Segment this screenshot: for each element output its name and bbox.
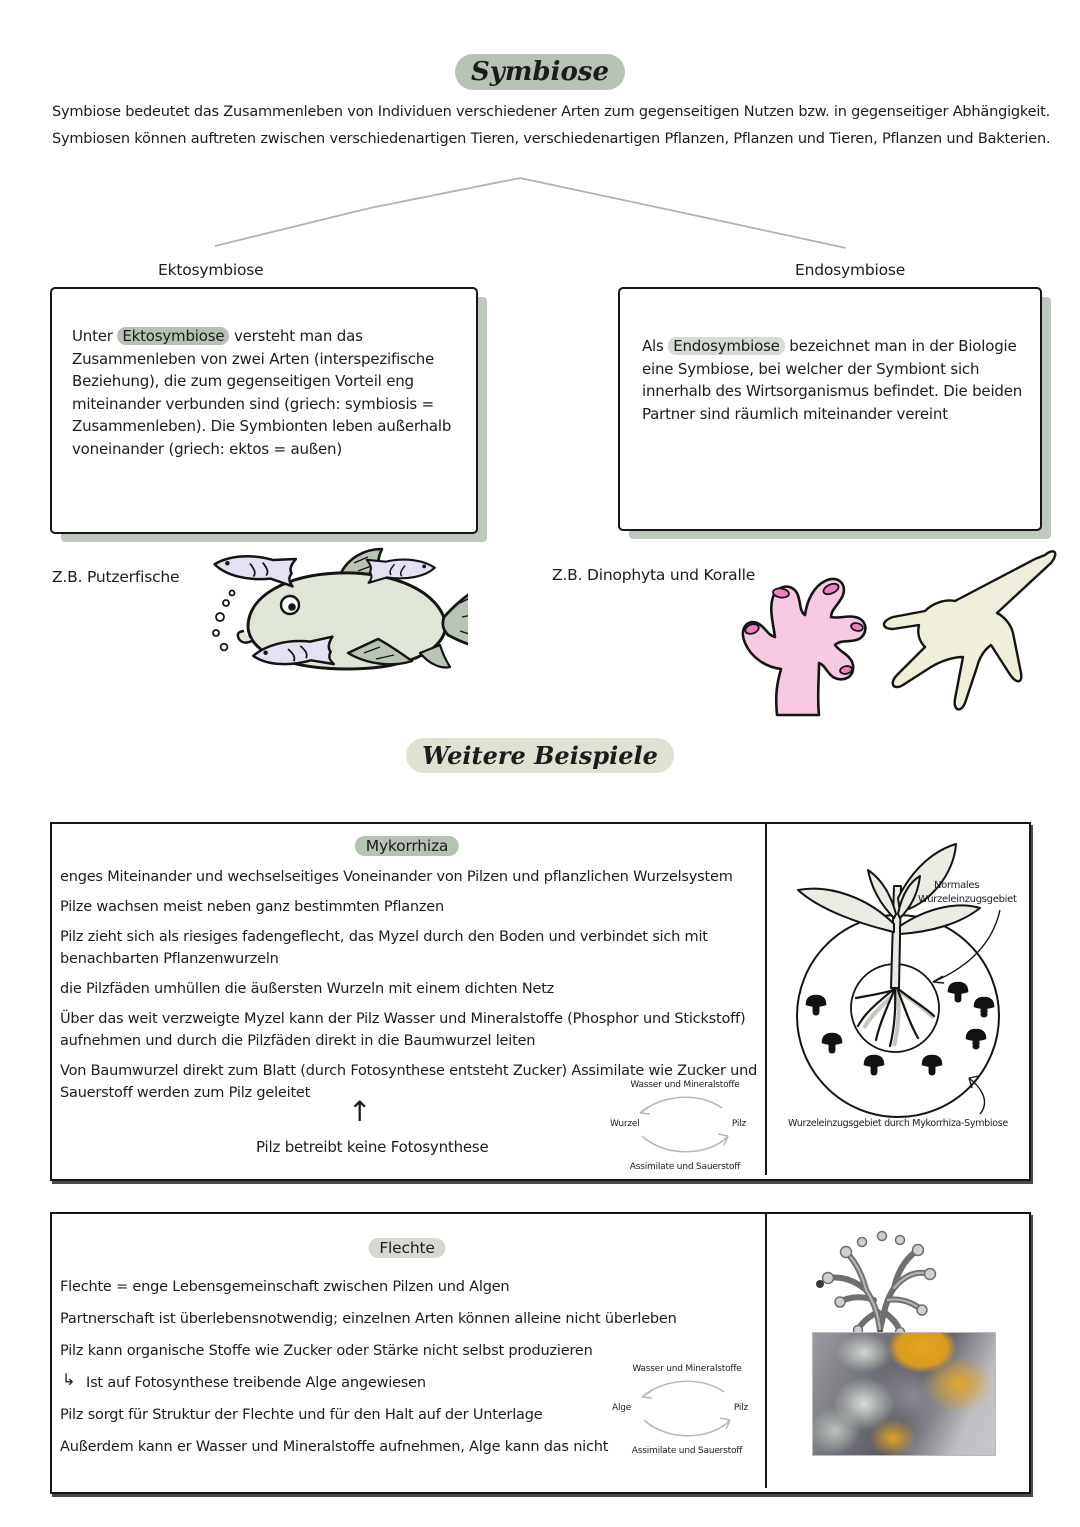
diagram-label-mykorrhiza-zone: Wurzeleinzugsgebiet durch Mykorrhiza-Symbiose xyxy=(788,1118,1008,1129)
cleaner-fish-top-left xyxy=(213,549,296,586)
mykorrhiza-point: Pilz zieht sich als riesiges fadengeflecht, das Myzel durch den Boden und verbindet sich mit benachbarten Pflanzenwurzeln xyxy=(60,929,708,967)
page-title: Symbiose xyxy=(455,54,625,90)
lichen-illustration xyxy=(790,1222,970,1337)
cleaner-fish-illustration xyxy=(198,545,468,695)
cycle-label-top: Wasser und Mineralstoffe xyxy=(630,1080,740,1090)
coral-illustration xyxy=(743,579,865,715)
definition-prefix: Unter xyxy=(72,327,118,345)
examples-heading: Weitere Beispiele xyxy=(406,738,674,773)
hook-arrow: ↳ xyxy=(62,1370,76,1389)
nutrient-cycle-mykorrhiza xyxy=(610,1080,760,1172)
lichen-photo xyxy=(812,1332,996,1456)
up-arrow: ↑ xyxy=(348,1095,372,1128)
ektosymbiose-term-highlight: Ektosymbiose xyxy=(117,327,229,345)
flechte-title: Flechte xyxy=(368,1238,445,1258)
endosymbiose-term-highlight: Endosymbiose xyxy=(668,337,785,355)
diagram-label-normal-1: Normales xyxy=(934,880,980,891)
intro-paragraph xyxy=(52,101,1054,150)
coral-dinophyta-illustration xyxy=(725,545,1065,725)
mykorrhiza-point: enges Miteinander und wechselseitiges Voneinander von Pilzen und pflanzlichen Wurzelsystem xyxy=(60,869,733,885)
definition-suffix: bezeichnet man in der Biologie eine Symbiose, bei welcher der Symbiont sich innerhalb des Wirtsorganismus befindet. Die beiden Partner sind räumlich miteinander vereint xyxy=(642,337,1023,423)
lichen-dark-spot xyxy=(816,1280,824,1288)
definition-suffix: versteht man das Zusammenleben von zwei Arten (interspezifische Beziehung), die zum gegenseitigen Vorteil eng miteinander verbunden sind (griech: symbiosis = Zusammenleben). Die Symbionten leben außerhalb voneinander (griech: ektos = außen) xyxy=(72,327,452,458)
flechte-point: Außerdem kann er Wasser und Mineralstoffe aufnehmen, Alge kann das nicht xyxy=(60,1439,609,1455)
mykorrhiza-box-divider xyxy=(765,824,767,1175)
mykorrhiza-note: Pilz betreibt keine Fotosynthese xyxy=(256,1138,489,1156)
cycle-label-top: Wasser und Mineralstoffe xyxy=(632,1364,742,1374)
cycle-label-bottom: Assimilate und Sauerstoff xyxy=(629,1162,741,1172)
mykorrhiza-point: die Pilzfäden umhüllen die äußersten Wurzeln mit einem dichten Netz xyxy=(60,981,555,997)
root-zone-diagram xyxy=(768,826,1028,1176)
tail-fin xyxy=(443,583,468,653)
cycle-label-left: Alge xyxy=(612,1403,632,1413)
branch-label-endosymbiose: Endosymbiose xyxy=(795,261,906,279)
flechte-point: Pilz kann organische Stoffe wie Zucker oder Stärke nicht selbst produzieren xyxy=(60,1343,593,1359)
branch-label-ektosymbiose: Ektosymbiose xyxy=(158,261,264,279)
dinophyta-illustration xyxy=(884,551,1055,709)
cycle-label-right: Pilz xyxy=(731,1119,746,1129)
cycle-label-left: Wurzel xyxy=(610,1119,640,1129)
intro-line-1: Symbiose bedeutet das Zusammenleben von Individuen verschiedener Arten zum gegenseitigen Nutzen bzw. in gegenseitiger Abhängigkeit. xyxy=(52,104,1051,120)
mykorrhiza-title: Mykorrhiza xyxy=(355,836,459,856)
flechte-point: Flechte = enge Lebensgemeinschaft zwischen Pilzen und Algen xyxy=(60,1279,510,1295)
flechte-point: Partnerschaft ist überlebensnotwendig; einzelnen Arten können alleine nicht überleben xyxy=(60,1311,677,1327)
example-label-putzerfische: Z.B. Putzerfische xyxy=(52,568,180,586)
mykorrhiza-points xyxy=(60,866,760,1112)
cycle-label-bottom: Assimilate und Sauerstoff xyxy=(631,1446,743,1456)
diagram-label-normal-2: Wurzeleinzugsgebiet xyxy=(918,894,1017,905)
nutrient-cycle-flechte xyxy=(612,1364,762,1456)
tree-connector-lines xyxy=(170,172,870,254)
ektosymbiose-definition-box xyxy=(50,287,478,534)
flechte-box-divider xyxy=(765,1214,767,1488)
definition-prefix: Als xyxy=(642,337,669,355)
mykorrhiza-point: Über das weit verzweigte Myzel kann der Pilz Wasser und Mineralstoffe (Phosphor und Stickstoff) aufnehmen und durch die Pilzfäden direkt in die Baumwurzel leiten xyxy=(60,1011,746,1049)
flechte-subpoint: ↳ Ist auf Fotosynthese treibende Alge angewiesen xyxy=(62,1370,426,1391)
cycle-label-right: Pilz xyxy=(733,1403,748,1413)
ektosymbiose-definition xyxy=(52,289,476,460)
intro-line-2: Symbiosen können auftreten zwischen verschiedenartigen Tieren, verschiedenartigen Pflanzen, Pflanzen und Tieren, Pflanzen und Bakterien. xyxy=(52,131,1051,147)
bubbles xyxy=(213,591,235,651)
mykorrhiza-point: Von Baumwurzel direkt zum Blatt (durch Fotosynthese entsteht Zucker) Assimilate wie Zucker und Sauerstoff werden zum Pilz geleitet xyxy=(60,1063,758,1101)
mykorrhiza-point: Pilze wachsen meist neben ganz bestimmten Pflanzen xyxy=(60,899,444,915)
endosymbiose-definition-box xyxy=(618,287,1042,531)
example-label-dinophyta: Z.B. Dinophyta und Koralle xyxy=(552,566,756,584)
flechte-point: Pilz sorgt für Struktur der Flechte und für den Halt auf der Unterlage xyxy=(60,1407,543,1423)
endosymbiose-definition xyxy=(620,289,1040,425)
